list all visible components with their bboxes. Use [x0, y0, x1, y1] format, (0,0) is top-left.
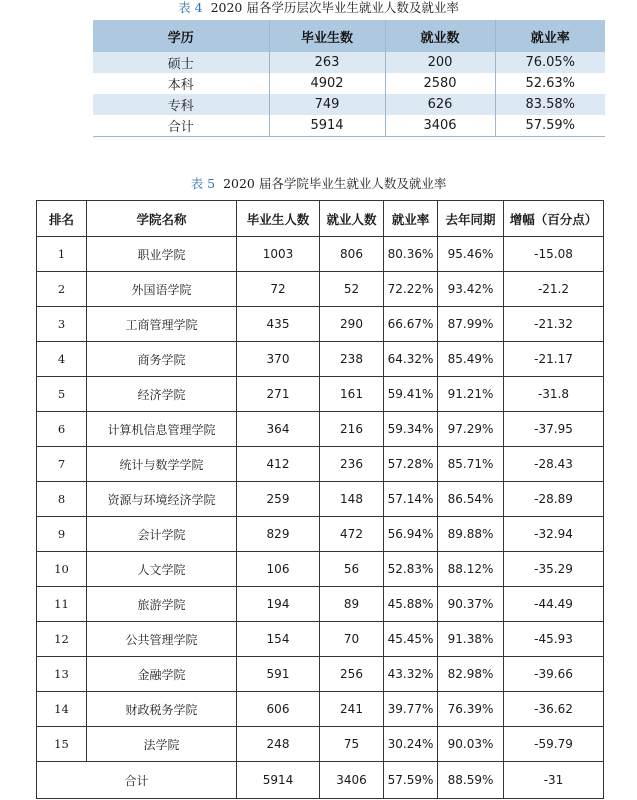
table-row: [93, 94, 605, 115]
table-cell: -44.49: [504, 587, 604, 622]
table-cell: 626: [385, 94, 495, 115]
table-cell: 9: [37, 517, 87, 552]
table-cell: 829: [237, 517, 320, 552]
table-cell: 76.39%: [438, 692, 504, 727]
table-cell: 148: [320, 482, 384, 517]
table5-header-cell: 去年同期: [438, 201, 504, 237]
table-cell: 4: [37, 342, 87, 377]
table-cell: 606: [237, 692, 320, 727]
table-cell: 216: [320, 412, 384, 447]
table4-caption-text: 2020 届各学历层次毕业生就业人数及就业率: [210, 0, 459, 15]
table-row: [93, 73, 605, 94]
table-cell: 64.32%: [384, 342, 438, 377]
table-cell: 计算机信息管理学院: [87, 412, 237, 447]
table-cell: 238: [320, 342, 384, 377]
table-cell: -45.93: [504, 622, 604, 657]
table-cell: -31.8: [504, 377, 604, 412]
table-cell: 85.71%: [438, 447, 504, 482]
table5-header-row: [37, 201, 604, 237]
table-cell: 364: [237, 412, 320, 447]
table-cell: 57.59%: [495, 115, 605, 137]
table-cell: 241: [320, 692, 384, 727]
table-cell: 专科: [93, 94, 269, 115]
table-row: [37, 622, 604, 657]
table-cell: 90.37%: [438, 587, 504, 622]
table-cell: -21.17: [504, 342, 604, 377]
table-cell: 外国语学院: [87, 272, 237, 307]
table4-header-cell: 就业率: [495, 20, 605, 52]
table-cell: 人文学院: [87, 552, 237, 587]
table-cell: 57.28%: [384, 447, 438, 482]
table-row: [37, 517, 604, 552]
table5-header-cell: 就业率: [384, 201, 438, 237]
table-cell: 806: [320, 237, 384, 272]
table-cell: 70: [320, 622, 384, 657]
table-row: [37, 587, 604, 622]
table4-header-cell: 就业数: [385, 20, 495, 52]
table-cell: 97.29%: [438, 412, 504, 447]
table-cell: 90.03%: [438, 727, 504, 762]
table-cell: 13: [37, 657, 87, 692]
table-cell: 83.58%: [495, 94, 605, 115]
table-cell: 职业学院: [87, 237, 237, 272]
table5-caption-text: 2020 届各学院毕业生就业人数及就业率: [223, 176, 447, 191]
table4-header-row: [93, 20, 605, 52]
table-cell: -15.08: [504, 237, 604, 272]
table-cell: 93.42%: [438, 272, 504, 307]
table-cell: 2580: [385, 73, 495, 94]
table-cell: 200: [385, 52, 495, 73]
table-cell: 106: [237, 552, 320, 587]
table-cell: 591: [237, 657, 320, 692]
table-cell: 3406: [385, 115, 495, 137]
table-cell: -21.2: [504, 272, 604, 307]
table-cell: -32.94: [504, 517, 604, 552]
table-row: [37, 727, 604, 762]
table-cell: 5: [37, 377, 87, 412]
table-cell: 39.77%: [384, 692, 438, 727]
table-cell: 256: [320, 657, 384, 692]
table5-header-cell: 排名: [37, 201, 87, 237]
table-cell: -21.32: [504, 307, 604, 342]
table4-caption-number: 表 4: [178, 0, 203, 15]
table-row: [37, 657, 604, 692]
table-cell: -31: [504, 762, 604, 799]
table-cell: 30.24%: [384, 727, 438, 762]
table-row: [37, 447, 604, 482]
college-employment-table: [36, 200, 604, 799]
table-cell: 45.45%: [384, 622, 438, 657]
table-cell: 3406: [320, 762, 384, 799]
table-cell: 154: [237, 622, 320, 657]
table5-header-cell: 就业人数: [320, 201, 384, 237]
table-cell: 6: [37, 412, 87, 447]
table-cell: 5914: [269, 115, 385, 137]
table-cell: 4902: [269, 73, 385, 94]
table-cell: 89.88%: [438, 517, 504, 552]
table5-header-cell: 增幅（百分点）: [504, 201, 604, 237]
table-cell: -35.29: [504, 552, 604, 587]
table-cell: 248: [237, 727, 320, 762]
table-row: [93, 115, 605, 137]
table-cell: 56: [320, 552, 384, 587]
table-cell: 749: [269, 94, 385, 115]
education-level-table: [93, 20, 605, 137]
table4-caption: [0, 0, 637, 16]
table-row: [37, 307, 604, 342]
table-cell: 59.41%: [384, 377, 438, 412]
table-cell: -28.43: [504, 447, 604, 482]
table-row: [37, 272, 604, 307]
table-cell: 271: [237, 377, 320, 412]
table-cell: 66.67%: [384, 307, 438, 342]
table-cell: 合计: [37, 762, 237, 799]
table-row: [37, 412, 604, 447]
table-cell: 2: [37, 272, 87, 307]
table-cell: 资源与环境经济学院: [87, 482, 237, 517]
table-cell: 290: [320, 307, 384, 342]
table-row: [37, 692, 604, 727]
table-cell: 统计与数学学院: [87, 447, 237, 482]
table-cell: 89: [320, 587, 384, 622]
table-cell: 82.98%: [438, 657, 504, 692]
table-row: [37, 377, 604, 412]
table-row: [37, 237, 604, 272]
table-cell: 硕士: [93, 52, 269, 73]
table4-header-cell: 毕业生数: [269, 20, 385, 52]
table-cell: 3: [37, 307, 87, 342]
table-cell: 合计: [167, 120, 194, 135]
table-cell: 公共管理学院: [87, 622, 237, 657]
table-row: [37, 482, 604, 517]
table-cell: 5914: [237, 762, 320, 799]
table-cell: 86.54%: [438, 482, 504, 517]
table-cell: 57.14%: [384, 482, 438, 517]
table-cell: 1003: [237, 237, 320, 272]
table-cell: 88.59%: [438, 762, 504, 799]
table-cell: 91.21%: [438, 377, 504, 412]
table-cell: 7: [37, 447, 87, 482]
table-cell: 11: [37, 587, 87, 622]
table4-header-cell: 学历: [93, 20, 269, 52]
table-cell: 12: [37, 622, 87, 657]
table-cell: 本科: [167, 78, 194, 93]
table-cell: 10: [37, 552, 87, 587]
table-cell: -36.62: [504, 692, 604, 727]
table-cell: 80.36%: [384, 237, 438, 272]
table-cell: -39.66: [504, 657, 604, 692]
table-cell: -37.95: [504, 412, 604, 447]
table-cell: 72.22%: [384, 272, 438, 307]
table-cell: 会计学院: [87, 517, 237, 552]
table-cell: 412: [237, 447, 320, 482]
table5-body: [37, 237, 604, 799]
table-cell: 43.32%: [384, 657, 438, 692]
table-cell: 95.46%: [438, 237, 504, 272]
table-row: [93, 52, 605, 73]
table-cell: 88.12%: [438, 552, 504, 587]
table-cell: 金融学院: [87, 657, 237, 692]
table-cell: 85.49%: [438, 342, 504, 377]
table-cell: 1: [37, 237, 87, 272]
table-cell: 87.99%: [438, 307, 504, 342]
table-cell: 370: [237, 342, 320, 377]
table-cell: 法学院: [87, 727, 237, 762]
table-cell: 76.05%: [495, 52, 605, 73]
table-cell: 75: [320, 727, 384, 762]
table-cell: -59.79: [504, 727, 604, 762]
table-cell: 52: [320, 272, 384, 307]
table-cell: 52.63%: [495, 73, 605, 94]
table-cell: 435: [237, 307, 320, 342]
table-cell: 15: [37, 727, 87, 762]
table-cell: 财政税务学院: [87, 692, 237, 727]
table-cell: 236: [320, 447, 384, 482]
table-cell: -28.89: [504, 482, 604, 517]
table-cell: 59.34%: [384, 412, 438, 447]
table5-caption: [0, 176, 637, 192]
table-cell: 161: [320, 377, 384, 412]
table5-header-cell: 学院名称: [87, 201, 237, 237]
table-cell: 56.94%: [384, 517, 438, 552]
table5-header-cell: 毕业生人数: [237, 201, 320, 237]
table-cell: 57.59%: [384, 762, 438, 799]
table-cell: 45.88%: [384, 587, 438, 622]
table-cell: 52.83%: [384, 552, 438, 587]
table-row: [37, 342, 604, 377]
table-cell: 259: [237, 482, 320, 517]
table-cell: 91.38%: [438, 622, 504, 657]
table-cell: 472: [320, 517, 384, 552]
table-cell: 经济学院: [87, 377, 237, 412]
table5-total-row: [37, 762, 604, 799]
table-cell: 72: [237, 272, 320, 307]
table5-caption-number: 表 5: [190, 176, 216, 191]
table-cell: 商务学院: [87, 342, 237, 377]
table-cell: 194: [237, 587, 320, 622]
table-cell: 工商管理学院: [87, 307, 237, 342]
table-cell: 旅游学院: [87, 587, 237, 622]
table-cell: 14: [37, 692, 87, 727]
table-cell: 8: [37, 482, 87, 517]
table-row: [37, 552, 604, 587]
table-cell: 263: [269, 52, 385, 73]
